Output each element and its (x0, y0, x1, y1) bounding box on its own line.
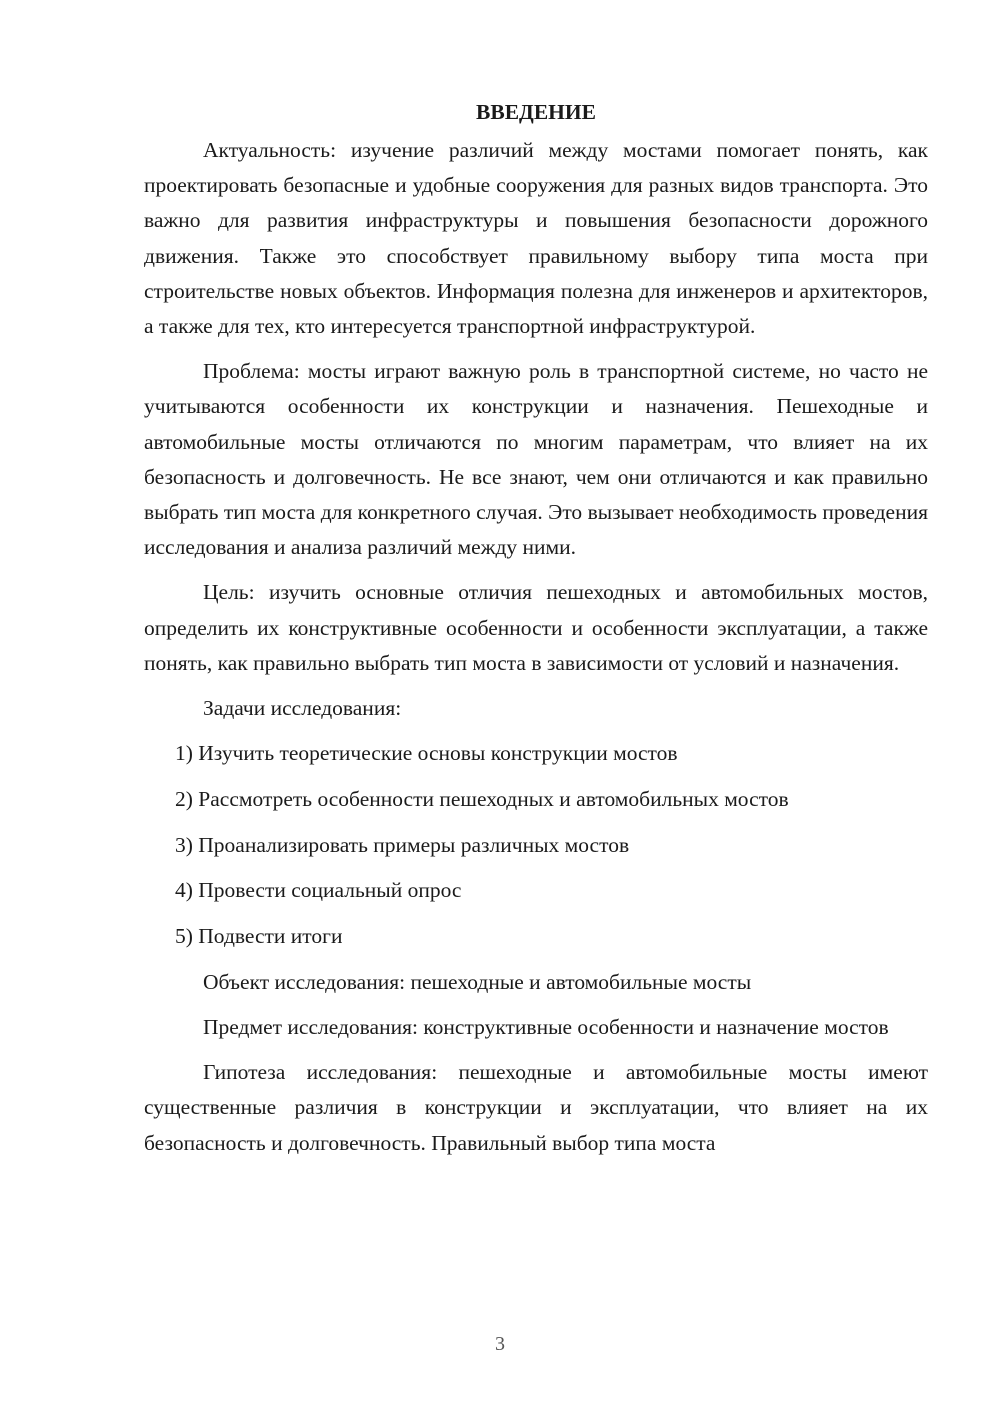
problem-paragraph: Проблема: мосты играют важную роль в транспортной системе, но часто не учитываются особенности их конструкции и назначения. Пешеходные и автомобильные мосты отличаются по многим параметрам, что влияет на их безопасность и долговечность. Не все знают, чем они отличаются и как правильно выбрать тип моста для конкретного случая. Это вызывает необходимость проведения исследования и анализа различий между ними. (144, 359, 928, 560)
task-item: 2) Рассмотреть особенности пешеходных и автомобильных мостов (175, 786, 789, 811)
tasks-heading: Задачи исследования: (203, 696, 402, 721)
object-paragraph: Объект исследования: пешеходные и автомобильные мосты (203, 969, 752, 994)
relevance-paragraph: Актуальность: изучение различий между мостами помогает понять, как проектировать безопасные и удобные сооружения для разных видов транспорта. Это важно для развития инфраструктуры и повышения безопасности дорожного движения. Также это способствует правильному выбору типа моста при строительстве новых объектов. Информация полезна для инженеров и архитекторов, а также для тех, кто интересуется транспортной инфраструктурой. (144, 138, 928, 339)
goal-paragraph: Цель: изучить основные отличия пешеходных и автомобильных мостов, определить их конструктивные особенности и особенности эксплуатации, а также понять, как правильно выбрать тип моста в зависимости от условий и назначения. (144, 580, 928, 675)
section-title: ВВЕДЕНИЕ (476, 100, 596, 124)
task-item: 5) Подвести итоги (175, 924, 343, 949)
page-number: 3 (495, 1333, 505, 1355)
document-page (144, 95, 928, 1161)
task-item: 3) Проанализировать примеры различных мостов (175, 832, 630, 857)
task-item: 4) Провести социальный опрос (175, 878, 462, 903)
tasks-list (144, 736, 928, 954)
subject-paragraph: Предмет исследования: конструктивные особенности и назначение мостов (203, 1014, 889, 1039)
hypothesis-paragraph: Гипотеза исследования: пешеходные и автомобильные мосты имеют существенные различия в конструкции и эксплуатации, что влияет на их безопасность и долговечность. Правильный выбор типа моста (144, 1060, 928, 1155)
task-item: 1) Изучить теоретические основы конструкции мостов (175, 741, 678, 766)
